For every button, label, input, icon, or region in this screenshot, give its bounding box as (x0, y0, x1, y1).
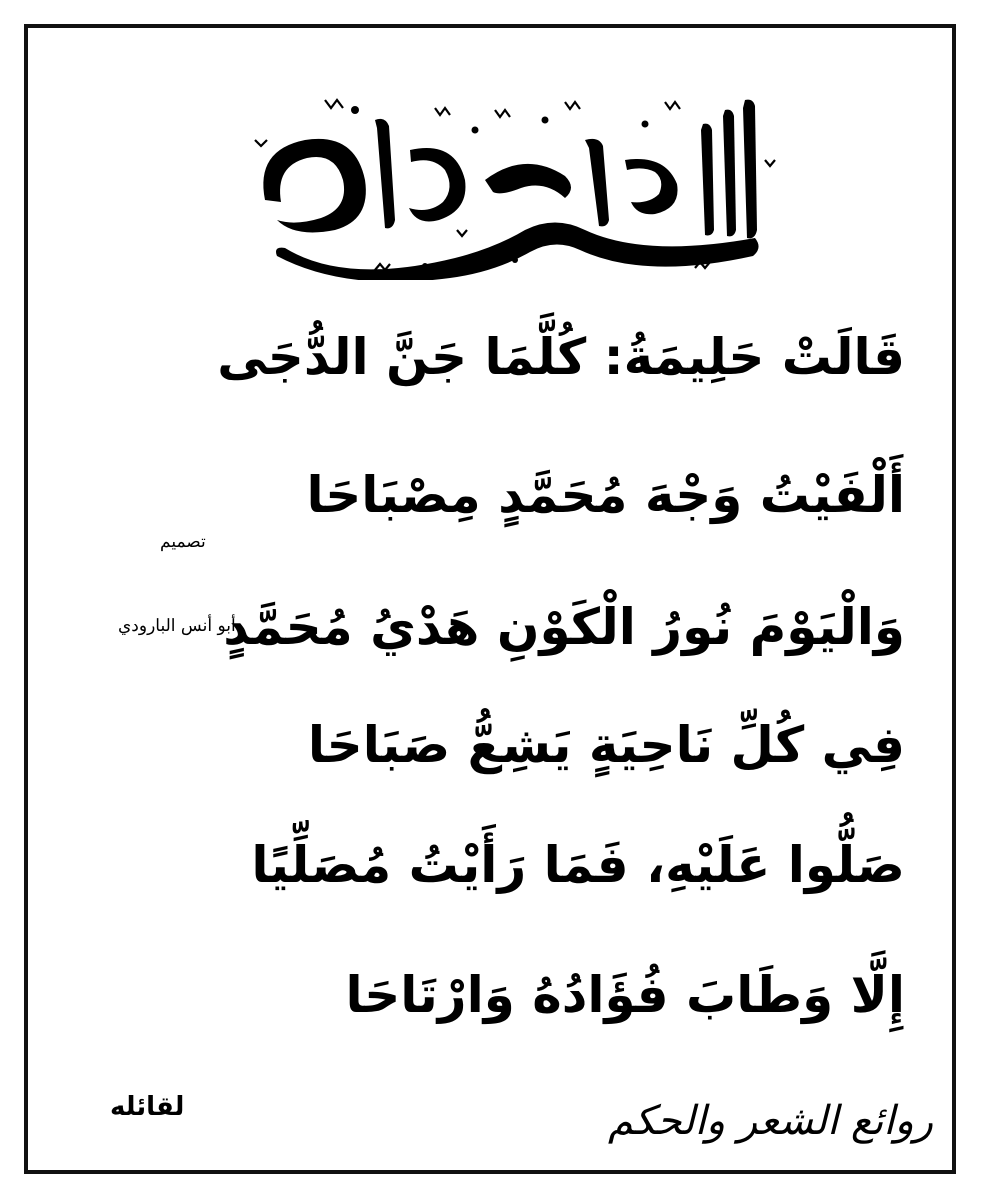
verse-line-4: فِي كُلِّ نَاحِيَةٍ يَشِعُّ صَبَاحَا (307, 716, 905, 774)
author-credit: لقائله (110, 1092, 185, 1122)
calligraphy-header (225, 80, 785, 280)
verse-line-6: إِلَّا وَطَابَ فُؤَادُهُ وَارْتَاحَا (345, 966, 905, 1024)
source-signature: روائع الشعر والحكم (608, 1098, 934, 1144)
calligraphy-logo (225, 80, 785, 280)
design-credit-title: تصميم (160, 532, 206, 552)
verse-line-5: صَلُّوا عَلَيْهِ، فَمَا رَأَيْتُ مُصَلِّيًا (251, 836, 905, 894)
verse-line-2: أَلْفَيْتُ وَجْهَ مُحَمَّدٍ مِصْبَاحَا (306, 466, 905, 524)
design-credit-name: أبو أنس البارودي (118, 616, 236, 636)
verse-line-3: وَالْيَوْمَ نُورُ الْكَوْنِ هَدْيُ مُحَمَّدٍ (223, 598, 905, 656)
verse-line-1: قَالَتْ حَلِيمَةُ: كُلَّمَا جَنَّ الدُّجَى (217, 328, 905, 386)
